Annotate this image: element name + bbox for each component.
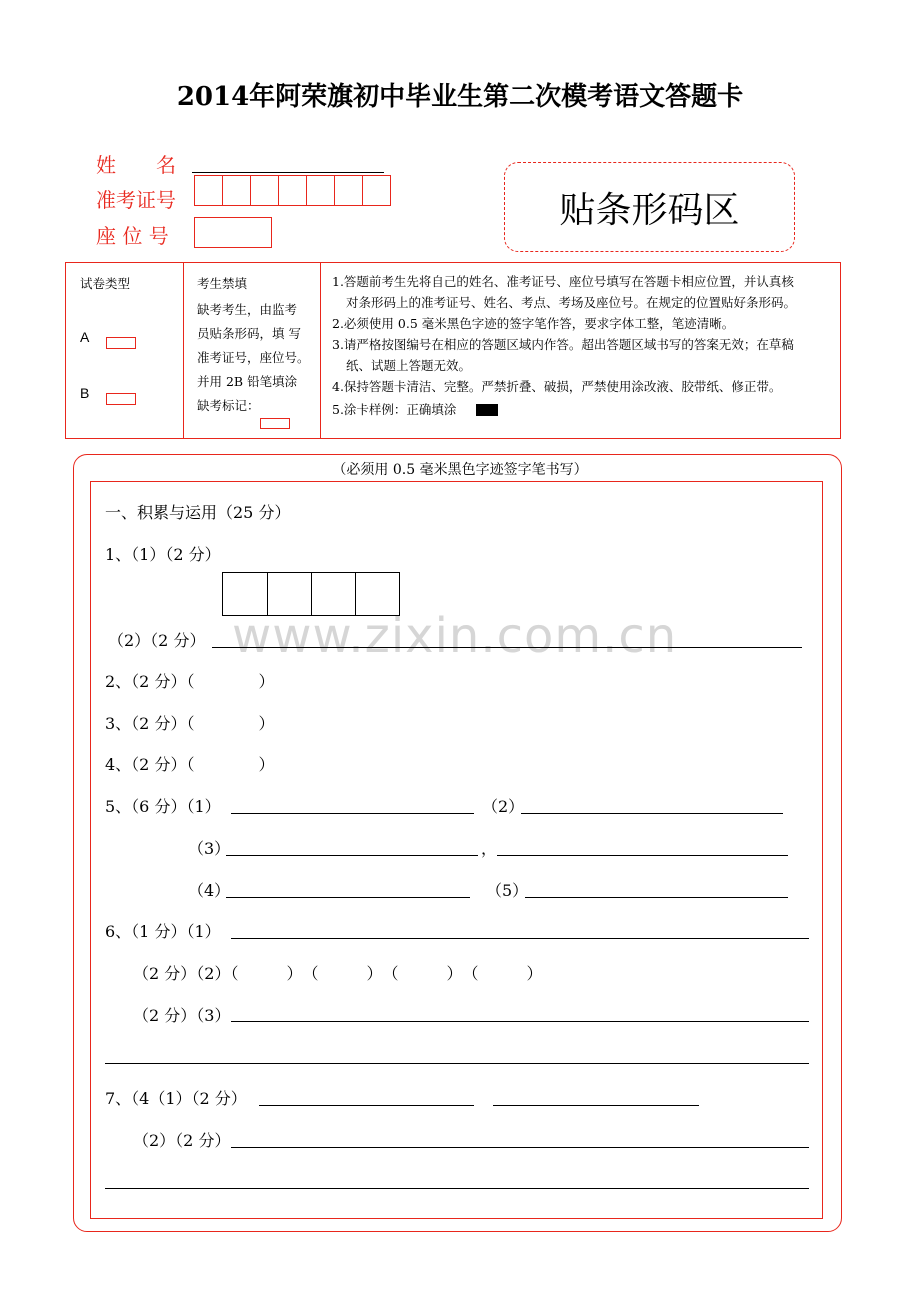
absent-line: 并用 2B 铅笔填涂 — [197, 374, 298, 389]
instruction-line: 5.涂卡样例：正确填涂 — [332, 402, 457, 417]
question-1-1: 1、（1）（2 分） — [105, 545, 221, 564]
name-label: 姓 名 — [96, 153, 176, 177]
question-2: 2、（2 分）（ ） — [105, 672, 275, 691]
seat-label: 座 位 号 — [96, 224, 169, 248]
seat-box[interactable] — [194, 217, 272, 248]
answer-line[interactable] — [231, 938, 809, 939]
answer-line[interactable] — [231, 1147, 809, 1148]
pen-note: （必须用 0.5 毫米黑色字迹签字笔书写） — [332, 462, 588, 478]
exam-id-boxes[interactable] — [194, 175, 392, 206]
watermark: www.zixin.com.cn — [232, 608, 678, 664]
page-title: 2014年阿荣旗初中毕业生第二次模考语文答题卡 — [176, 82, 744, 112]
question-7-1: 7、（4（1）（2 分） — [105, 1089, 247, 1108]
absent-title: 考生禁填 — [197, 276, 248, 291]
instruction-line: 1.答题前考生先将自己的姓名、准考证号、座位号填写在答题卡相应位置，并认真核 — [332, 274, 794, 289]
answer-line[interactable] — [105, 1063, 809, 1064]
answer-line[interactable] — [521, 813, 783, 814]
filled-sample-mark — [476, 404, 498, 416]
question-3: 3、（2 分）（ ） — [105, 714, 275, 733]
absent-line: 准考证号，座位号。 — [197, 350, 310, 365]
question-5-5: （5） — [486, 881, 529, 900]
info-table — [65, 262, 841, 439]
absent-line: 缺考考生，由监考 — [197, 302, 298, 317]
answer-line[interactable] — [231, 1021, 809, 1022]
answer-line[interactable] — [493, 1105, 699, 1106]
absent-line: 缺考标记： — [197, 398, 260, 413]
exam-id-label: 准考证号 — [96, 188, 176, 212]
answer-line[interactable] — [226, 897, 470, 898]
question-4: 4、（2 分）（ ） — [105, 755, 275, 774]
answer-line[interactable] — [212, 647, 802, 648]
instruction-line: 2.必须使用 0.5 毫米黑色字迹的签字笔作答，要求字体工整，笔迹清晰。 — [332, 316, 735, 331]
comma: ， — [481, 839, 498, 858]
option-a-box[interactable] — [106, 337, 136, 349]
answer-line[interactable] — [105, 1188, 809, 1189]
question-5-3: （3） — [188, 839, 231, 858]
absent-mark-box[interactable] — [260, 418, 290, 429]
question-1-2: （2）（2 分） — [108, 631, 206, 650]
question-6-2: （2 分）（2）（ ） （ ） （ ） （ ） — [133, 964, 543, 983]
answer-line[interactable] — [525, 897, 788, 898]
question-7-2: （2）（2 分） — [133, 1131, 231, 1150]
paper-type-label: 试卷类型 — [80, 276, 131, 291]
section-heading: 一、积累与运用（25 分） — [105, 503, 291, 522]
question-5-2: （2） — [482, 797, 525, 816]
question-5-4: （4） — [188, 881, 231, 900]
name-line[interactable] — [192, 172, 384, 173]
option-b-label: B — [80, 385, 90, 401]
barcode-area: 贴条形码区 — [504, 162, 795, 252]
answer-line[interactable] — [259, 1105, 474, 1106]
answer-line[interactable] — [231, 813, 474, 814]
answer-line[interactable] — [226, 855, 478, 856]
question-6-1: 6、（1 分）（1） — [105, 922, 221, 941]
answer-line[interactable] — [497, 855, 788, 856]
character-boxes[interactable] — [222, 572, 400, 616]
instruction-line: 3.请严格按图编号在相应的答题区域内作答。超出答题区域书写的答案无效；在草稿 — [332, 337, 794, 352]
question-6-3: （2 分）（3） — [133, 1006, 231, 1025]
instruction-line: 对条形码上的准考证号、姓名、考点、考场及座位号。在规定的位置贴好条形码。 — [346, 295, 797, 310]
option-b-box[interactable] — [106, 393, 136, 405]
absent-line: 员贴条形码，填 写 — [197, 326, 301, 341]
instruction-line: 4.保持答题卡清洁、完整。严禁折叠、破损，严禁使用涂改液、胶带纸、修正带。 — [332, 379, 782, 394]
question-5-1: 5、（6 分）（1） — [105, 797, 221, 816]
instruction-line: 纸、试题上答题无效。 — [346, 358, 472, 373]
option-a-label: A — [80, 329, 90, 345]
